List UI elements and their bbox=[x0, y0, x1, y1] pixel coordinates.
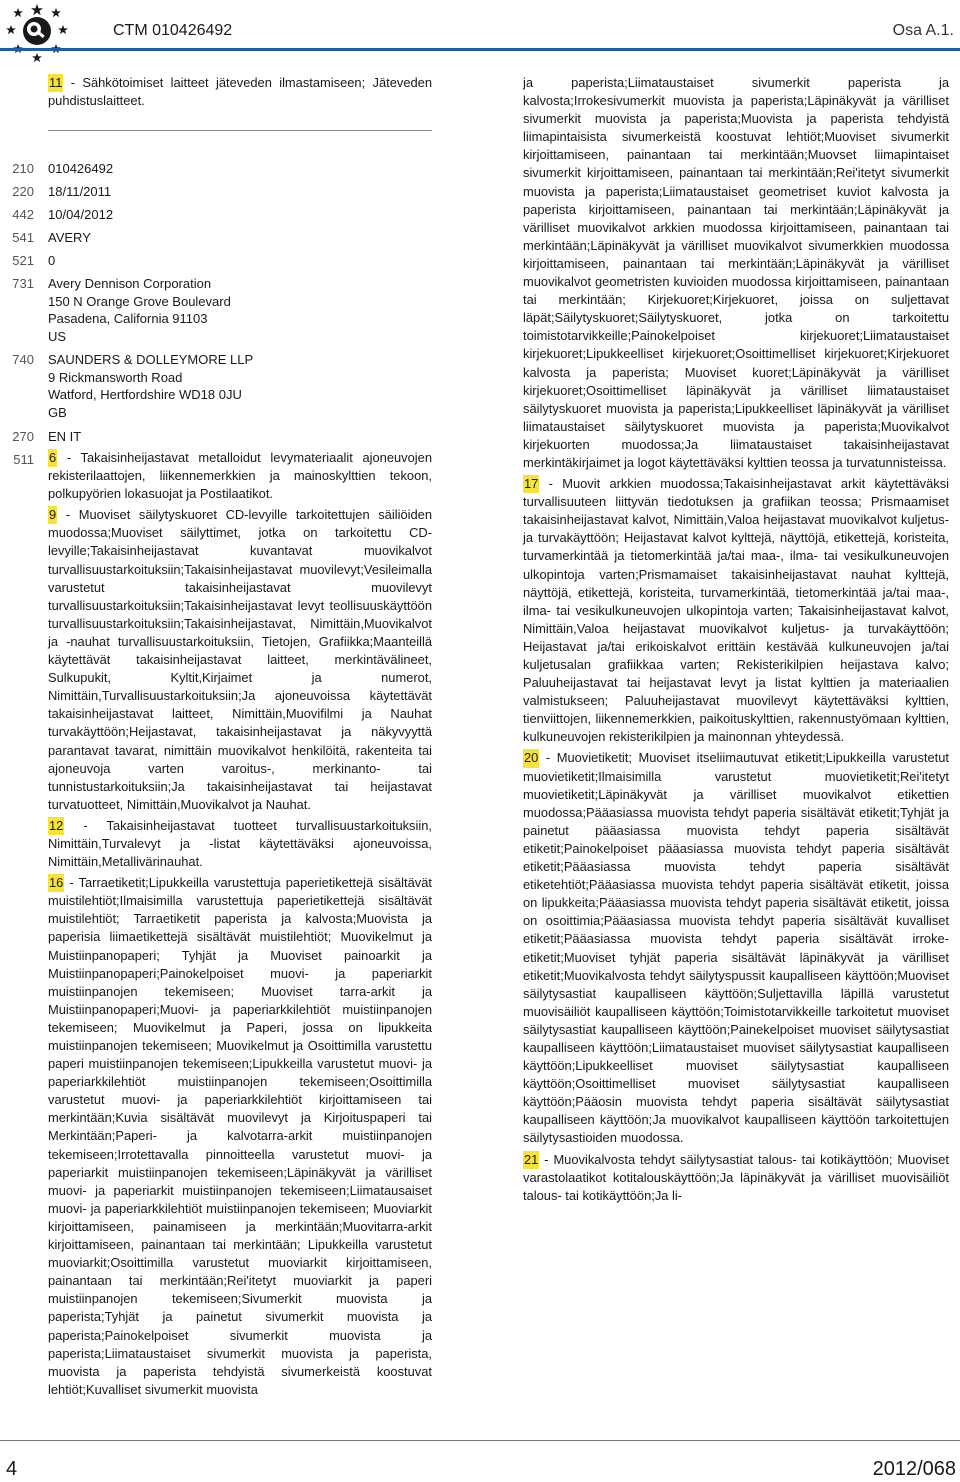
field-code: 521 bbox=[12, 253, 34, 268]
class-text: - Tarraetiketit;Lipukkeilla varustettuja paperietikettejä sisältävät muistilehtiöt;Ilmaisimilla varustettuja paperietikettejä sisältävät muistilehtiöt; Tarraetiketit paperista ja kalvosta;Muovista ja paperisia liimaetikettejä sisältävät muistilehtiöt; Muovikelmut ja Muistiinpanopaperi; Tyhjät ja Muoviset painoarkit ja Muistiinpanopaperi;Painokelpoiset muovi- ja paperiarkit muistiinpanojen tekemiseen; Muoviset tarra-arkit ja Muistiinpanopaperi;Muovi- ja paperiarkkilehtiöt muistiinpanojen tekemiseen; Muovikelmut ja Paperi, jossa on lipukkeita muistiinpanojen tekemiseen; Muovikelmut ja Osoittimilla varustettu paperi muistiinpanojen tekemiseen;Lipukkeilla varustetut muovi- ja paperiarkkilehtiöt muistiinpanojen tekemiseen;Osoittimilla varustetut muovi- ja paperiarkkilehtiöt kirjoittamiseen tai merkintään;Kuvia sisältävät muovilevyt ja Kirjoituspaperi tai Merkintään;Paperi- ja kalvotarra-arkit muistiinpanojen tekemiseen;Irrotettavalla pinnoitteella varustetut muovi- ja paperiarkit muistiinpanojen tekemiseen;Läpinäkyvät ja värilliset muovi- ja paperiarkit muistiinpanojen tekemiseen;Liimatausaiset muovi- ja paperiarkkilehtiöt muistiinpanojen tekemiseen; Muoviarkit kirjoittamiseen, painamiseen ja merkintään;Muovitarra-arkit kirjoittamiseen, painantaan tai merkintään; Lipukkeilla varustetut muoviarkit;Osoittimilla varustetut muoviarkit kirjoittamiseen, painantaan tai merkintään;Rei'itetyt muoviarkit ja paperi muistiinpanojen tekemiseen;Sivumerkit muovista ja paperista;Tyhjät ja painetut sivumerkit muovista ja paperista;Painokelpoiset sivumerkit muovista ja paperista;Liimataustaiset sivumerkit muovista ja paperista, muovista ja paperista tehdyistä sivumerkeistä koostuvat lehtiöt;Kuvalliset sivumerkit muovista bbox=[48, 875, 432, 1397]
field-value: AVERY bbox=[48, 230, 91, 245]
class-text: - Muovietiketit; Muoviset itseliimautuvat etiketit;Lipukkeilla varustetut muovietiketit;Ilmaisimilla varustetut muovietiketit;Rei'itetyt muovietiketit;Läpinäkyvät ja värilliset muovikalvot etikettien muodossa;Pääasiassa muovista tehdyt paperia sisältävät etiketit;Tyhjät ja painetut pääasiassa muovista tehdyt paperia sisältävät etiketit;Painokelpoiset pääasiassa muovista tehdyt paperia sisältävät etiketit;Pääasiassa muovista tehdyt paperia sisältävät etiketehtiöt;Pääasiassa muovista tehdyt paperia sisältävät etiketit, joissa on lipukkeita;Pääasiassa muovista tehdyt paperia sisältävät etiketit, joissa on osoittimia;Pääasiassa muovista tehdyt paperia sisältävät kuvalliset etiketit;Pääasiassa muovista tehdyt paperia sisältävät irroke-etiketit;Muoviset tyhjät paperia sisältävät läpinäkyvät ja värilliset etiketit;Muovikalvosta tehdyt säilytyspussit kaupalliseen käyttöön;Muoviset säilytysastiat kaupalliseen käyttöön;Suljettavilla läpillä varustetut muovisäiliöt kaupalliseen käyttöön;Toimistotarvikkeille tarkoitetut muoviset säilytysastiat kaupalliseen käyttöön;Painekelpoiset muoviset säilytysastiat kaupalliseen käyttöön;Liimataustaiset muoviset säilytysastiat kaupalliseen käyttöön;Lipukkeelliset muoviset säilytysastiat kaupalliseen käyttöön;Osoittimelliset muoviset säilytysastiat kaupalliseen käyttöön;Pääosin muovista tehdyt paperia sisältävät säilytysastiat kaupalliseen käyttöön;Ja muovikalvot kaupalliseen käyttöön tarkoitettujen säilytysastioiden muodossa. bbox=[523, 750, 949, 1146]
class-text: - Muovikalvosta tehdyt säilytysastiat talous- tai kotikäyttöön; Muoviset varastolaatikot kotitalouskäyttöön;Ja läpinäkyvät ja värilliset muovisäiliöt talous- tai kotikäyttöön;Ja li- bbox=[523, 1151, 949, 1203]
field-value: EN IT bbox=[48, 429, 82, 444]
section-label: Osa A.1. bbox=[892, 22, 954, 39]
field-code: 270 bbox=[12, 429, 34, 444]
field-code: 442 bbox=[12, 207, 34, 222]
class-number-badge: 17 bbox=[523, 475, 539, 493]
address-line: Watford, Hertfordshire WD18 0JU bbox=[48, 387, 242, 403]
class-text: - Takaisinheijastavat tuotteet turvallisuustarkoituksiin, Nimittäin,Turvalevyt ja -listat käytettäväksi ajoneuvoissa, Nimittäin,Metallivärinauhat. bbox=[48, 817, 432, 870]
class-paragraph bbox=[48, 817, 432, 871]
class-paragraph bbox=[523, 749, 949, 1147]
field-value: 10/04/2012 bbox=[48, 207, 114, 222]
issue-number: 2012/068 bbox=[872, 1458, 956, 1480]
header-divider bbox=[0, 48, 960, 51]
page-header bbox=[0, 0, 960, 64]
class-paragraph bbox=[523, 1151, 949, 1205]
representative-address bbox=[48, 351, 432, 421]
class-number-badge: 9 bbox=[48, 506, 57, 524]
address-line: GB bbox=[48, 404, 67, 420]
document-id: CTM 010426492 bbox=[113, 22, 233, 39]
class-number-badge: 6 bbox=[48, 449, 57, 467]
class-text: - Takaisinheijastavat metalloidut levymateriaalit ajoneuvojen rekisterilaattojen, liikennemerkkien ja mainoskylttien tekoon, polkupyörien lokasuojat ja Postilaatikot. bbox=[48, 450, 432, 502]
goods-list-left bbox=[48, 449, 432, 1399]
field-code: 511 bbox=[13, 452, 34, 467]
class-text: - Muoviset säilytyskuoret CD-levyille tarkoitettujen säiliöiden muodossa;Muoviset säilyttimet, jotka on tarkoitettu CD-levyille;Takaisinheijastavat kuvantavat muovikalvot turvallisuustarkoituksiin;Takaisinheijastavat muovilevyt;Vesileimalla varustetut takaisinheijastavat muovilevyt turvallisuustarkoituksiin;Takaisinheijastavat levyt teollisuuskäyttöön turvallisuustarkoituksiin;Takaisinheijastavat, Nimittäin,Muovikalvot ja -nauhat turvallisuustarkoituksiin, Tietojen, Grafiikka;Maanteillä käytettävät takaisinheijastavat laitteet, merkintävälineet, Sulkupukit, Kyltit,Kirjaimet ja numerot, Nimittäin,Turvallisuustarkoituksiin;Ja ajoneuvoissa käytettävät takaisinheijastavat laitteet, Nimittäin,Muovifilmi ja Nauhat turvakäyttöön;Heijastavat, takaisinheijastavat ja näkyvyyttä parantavat tavarat, nimittäin muovikalvot henkilöitä, rakenteita tai ajoneuvoja varten varoitus-, merkinanto- tai tunnistustarkoituksiin;Ja takaisinheijastavat tai heijastavat turvatuotteet, Nimittäin,Muovikalvot ja Nauhat. bbox=[48, 507, 432, 812]
address-line: US bbox=[48, 328, 67, 344]
address-line: 9 Rickmansworth Road bbox=[48, 369, 183, 385]
class-number-badge: 20 bbox=[523, 749, 539, 767]
field-value: 010426492 bbox=[48, 161, 114, 176]
field-code: 220 bbox=[12, 184, 34, 199]
eu-star-circle-logo bbox=[4, 2, 70, 62]
field-code: 210 bbox=[12, 161, 34, 176]
section-separator bbox=[48, 130, 432, 131]
right-column bbox=[523, 74, 949, 1205]
class-number-badge: 11 bbox=[48, 74, 63, 92]
footer-divider bbox=[0, 1440, 960, 1441]
field-code: 541 bbox=[12, 230, 34, 245]
class-text: - Sähkötoimiset laitteet jäteveden ilmastamiseen; Jäteveden puhdistuslaitteet. bbox=[48, 75, 432, 109]
field-code: 740 bbox=[12, 352, 34, 367]
class-paragraph bbox=[523, 475, 949, 746]
field-code: 731 bbox=[12, 276, 34, 291]
class-paragraph bbox=[48, 506, 432, 814]
class-paragraph bbox=[48, 874, 432, 1399]
address-line: SAUNDERS & DOLLEYMORE LLP bbox=[48, 352, 254, 367]
address-line: 150 N Orange Grove Boulevard bbox=[48, 293, 231, 309]
page-number: 4 bbox=[6, 1458, 18, 1480]
class-paragraph-continued bbox=[523, 74, 949, 472]
class-number-badge: 12 bbox=[48, 817, 64, 835]
address-line: Pasadena, California 91103 bbox=[48, 311, 208, 327]
intro-paragraph bbox=[48, 74, 432, 110]
class-text: ja paperista;Liimataustaiset sivumerkit paperista ja kalvosta;Irrokesivumerkit muovista ja paperista;Läpinäkyvät ja värilliset sivumerkit muovista ja paperista;Muovista ja paperista tehdyistä liimapintaisista sivumerkeistä koostuvat lehtiöt;Muoviset sivumerkit kirjoittamiseen, painantaan tai merkintään;Muovset liimapintaiset sivumerkit kirjoittamiseen, painantaan tai merkintään;Rei'itetyt sivumerkit muovista ja paperista;Liimataustaiset geometriset kuviot kalvosta ja paperista kirjoittamiseen, painantaan tai merkintään;Läpinäkyvät ja värilliset muovikalvot arkkien muodossa kirjoittamiseen, painantaan tai merkintään;Läpinäkyvät ja värilliset muovikalvot sivumerkkien muodossa kirjoittamiseen, painantaan tai merkintään;Läpinäkyvät ja värilliset muovikalvot geometristen kuvioiden muodossa kirjoittamiseen, painantaan tai merkintään; Kirjekuoret;Kirjekuoret, joissa on suljettavat läpät;Säilytyskuoret;Säilytyskuoret, jotka on tarkoitettu toimistotarvikkeille;Painokelpoiset kirjekuoret;Liimataustaiset kirjekuoret;Lipukkeelliset kirjekuoret;Osoittimelliset kirjekuoret;Kirjekuoret kalvosta ja paperista; Muoviset kuoret;Läpinäkyvät ja värilliset kirjekuoret;Osoittimelliset läpinäkyvät ja värilliset liimataustaiset säilytyskuoret muovista ja paperista;Lipukkeelliset läpinäkyvät ja värilliset liimataustaiset säilytyskuoret muovista ja paperista;Muovikalvot kirjekuorten muodossa;Ja liimataustaiset takaisinheijastavat merkintäkirjaimet ja logot käytettäväksi kylttien teossa ja turvatunnisteissa. bbox=[523, 75, 949, 470]
class-number-badge: 21 bbox=[523, 1151, 539, 1169]
applicant-address bbox=[48, 275, 432, 345]
address-line: Avery Dennison Corporation bbox=[48, 276, 212, 291]
class-text: - Muovit arkkien muodossa;Takaisinheijastavat arkit käytettäväksi turvallisuuteen liittyvän tiedotuksen ja grafiikan teossa; Prismaamiset takaisinheijastavat kalvot, Nimittäin,Valoa heijastavat muovikalvot kuljetus- ja turvakäyttöön; Heijastavat kalvot kylttejä, näyttöjä, etikettejä, koristeita, turvamerkintää ja tietomerkintää ja/tai maa-, ilma- tai vesikulkuneuvojen ulkopintoja varten;Prismamaiset takaisinheijastavat nauhat kylttejä, näyttöjä, etikettejä, koristeita, turvamerkintää, tietomerkintää ja/tai maa-, ilma- tai vesikulkuneuvojen ulkopintoja varten; Takaisinheijastavat kalvot, Nimittäin,Valoa heijastavat muovikalvot kuljetus- ja turvakäyttöön; Heijastavat ja/tai erikoiskalvot erittäin kestävää kulkuneuvojen ja/tai kuljetusalan grafiikkaa varten; Rekisterikilpien heijastava kalvo; Paluuheijastavat tai heijastavat levyt ja listat kylttien ja materiaalien valmistukseen; Paluuheijastavat muovilevyt käytettäväksi kylttien, tienviittojen, liikennemerkkien, paikoituskylttien, rakennustyömaan kylttien, kulkuneuvojen rekisterikilpien ja mainonnan yhteydessä. bbox=[523, 476, 949, 745]
field-value: 18/11/2011 bbox=[48, 184, 112, 199]
field-value: 0 bbox=[48, 253, 56, 268]
class-paragraph bbox=[48, 449, 432, 503]
class-number-badge: 16 bbox=[48, 874, 64, 892]
